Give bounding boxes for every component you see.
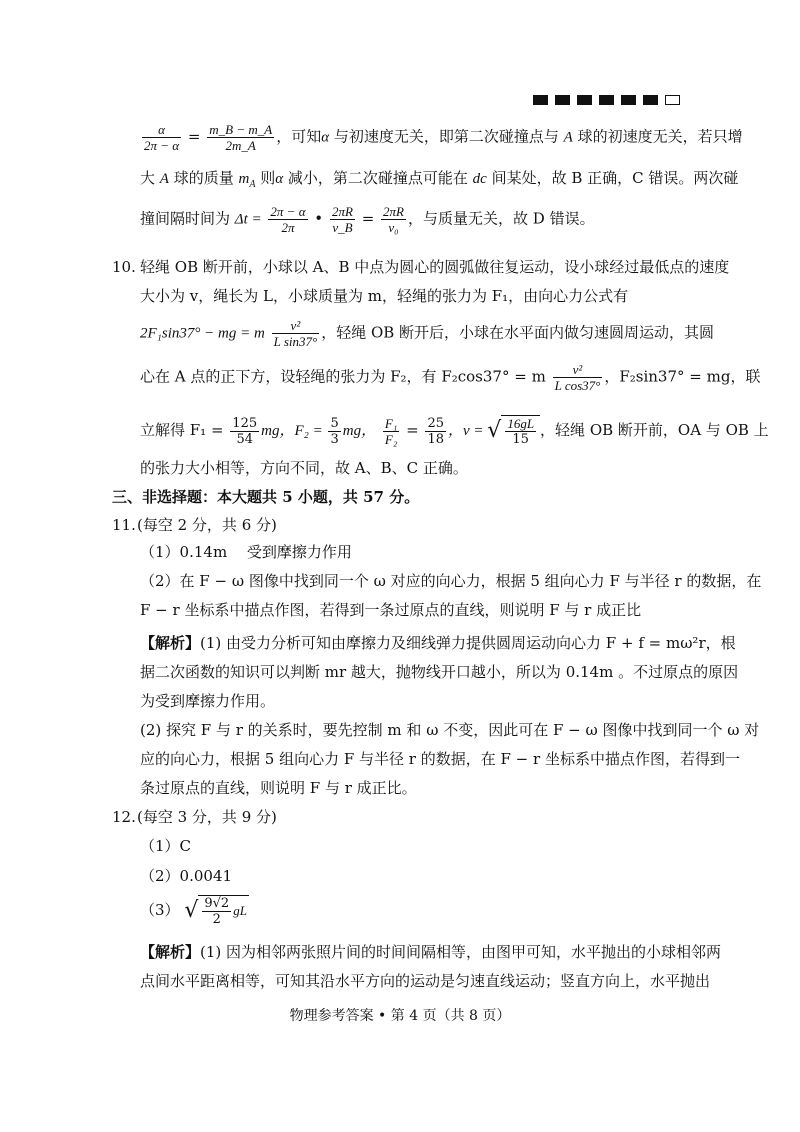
q11-answer-2-line-1: （2）在 F − ω 图像中找到同一个 ω 对应的向心力，根据 5 组向心力 F 与半径 r 的数据，在 [140, 572, 762, 590]
header-mark [577, 95, 592, 105]
section-3-heading: 三、非选择题：本大题共 5 小题，共 57 分。 [112, 488, 420, 506]
q10-line-6: 的张力大小相等，方向不同，故 A、B、C 正确。 [140, 459, 468, 477]
page-footer: 物理参考答案 • 第 4 页（共 8 页） [289, 1008, 511, 1024]
q10-number: 10. [112, 258, 136, 276]
q9-line-1: $\frac{\alpha}{2\pi - \alpha}$ = $\frac{m\_B - m\_A}{2m\_A}$ ，可知α 与初速度无关，即第二次碰撞点与 A 球的初速度无关，若只增 [144, 122, 743, 153]
header-mark [643, 95, 658, 105]
v-sqrt: √ $\frac{16gL}{15}$ [487, 415, 540, 447]
ratio-value-fraction: $\frac{25}{18}$ [427, 415, 444, 447]
f1-fraction: $\frac{125}{54}$ [232, 415, 258, 447]
header-mark [621, 95, 636, 105]
q11-analysis-line-5: 应的向心力，根据 5 组向心力 F 与半径 r 的数据，在 F − r 坐标系中描点作图，若得到一 [140, 750, 740, 768]
time-fraction-2: $\frac{2\pi R}{v\_B}$ [331, 204, 353, 235]
q12-score: (每空 3 分，共 9 分) [137, 808, 277, 826]
q10-line-5: 立解得 F₁ = $\frac{125}{54}$ mg，F₂ = $\frac{5}{3}$ mg， $\frac{\text{F₁}}{\text{F₂}}$ = $\frac{25}{18}$ ，v = √ $\frac{16gL}{15}$ ，轻绳 OB 断开前，OA 与 OB 上 [140, 415, 769, 447]
time-fraction-3: $\frac{2\pi R}{\text{v₀}}$ [383, 204, 405, 235]
header-mark [555, 95, 570, 105]
header-mark [533, 95, 548, 105]
q11-analysis-line-3: 为受到摩擦力作用。 [140, 692, 276, 710]
q11-number: 11. [112, 516, 136, 534]
v2-lcos-fraction: $\frac{\text{v²}}{\text{L cos37°}}$ [554, 362, 601, 393]
q11-answer-2-line-2: F − r 坐标系中描点作图，若得到一条过原点的直线，则说明 F 与 r 成正比 [140, 601, 642, 619]
q10-line-3: 2F₁sin37° − mg = m $\frac{\text{v²}}{\text{L sin37°}}$ ，轻绳 OB 断开后，小球在水平面内做匀速圆周运动，其圆 [140, 318, 715, 349]
q11-score: (每空 2 分，共 6 分) [137, 516, 277, 534]
q12-number: 12. [112, 808, 136, 826]
q11-answer-1: （1）0.14m 受到摩擦力作用 [140, 543, 352, 561]
q11-analysis-line-2: 据二次函数的知识可以判断 mr 越大，抛物线开口越小，所以为 0.14m 。不过原点的原因 [140, 663, 739, 681]
q11-analysis-line-6: 条过原点的直线，则说明 F 与 r 成正比。 [140, 779, 417, 797]
time-fraction-1: $\frac{2\pi - \alpha}{2\pi}$ [270, 204, 306, 235]
q12-analysis-line-1: 【解析】(1) 因为相邻两张照片间的时间间隔相等，由图甲可知，水平抛出的小球相邻两 [140, 943, 722, 961]
q10-line-4: 心在 A 点的正下方，设轻绳的张力为 F₂，有 F₂cos37° = m $\frac{\text{v²}}{\text{L cos37°}}$ ，F₂sin37° = mg，联 [140, 362, 761, 393]
alpha-fraction: $\frac{\alpha}{2\pi - \alpha}$ [144, 122, 180, 153]
q10-line-1: 轻绳 OB 断开前，小球以 A、B 中点为圆心的圆弧做往复运动，设小球经过最低点的速度 [140, 258, 730, 276]
q12-answer-3: （3） √ $\frac{9√2}{2}$ gL [140, 896, 247, 927]
q11-analysis-line-1: 【解析】(1) 由受力分析可知由摩擦力及细线弹力提供圆周运动向心力 F + f = mω²r，根 [140, 634, 736, 652]
q10-line-2: 大小为 v，绳长为 L，小球质量为 m，轻绳的张力为 F₁，由向心力公式有 [140, 287, 629, 305]
q12-sqrt: √ $\frac{9√2}{2}$ gL [184, 896, 247, 927]
q12-analysis-line-2: 点间水平距离相等，可知其沿水平方向的运动是匀速直线运动；竖直方向上，水平抛出 [140, 972, 711, 990]
header-mark-empty [665, 95, 680, 105]
header-marks [533, 95, 680, 105]
header-mark [599, 95, 614, 105]
q12-answer-1: （1）C [140, 837, 192, 855]
q9-line-3: 撞间隔时间为 Δt = $\frac{2\pi - \alpha}{2\pi}$ • $\frac{2\pi R}{v\_B}$ = $\frac{2\pi R}{\text{v₀}}$ ，与质量无关，故 D 错误。 [140, 204, 595, 235]
ratio-fraction: $\frac{\text{F₁}}{\text{F₂}}$ [384, 415, 398, 447]
f2-fraction: $\frac{5}{3}$ [330, 415, 339, 447]
q12-answer-2: （2）0.0041 [140, 867, 233, 885]
v2-lsin-fraction: $\frac{\text{v²}}{\text{L sin37°}}$ [273, 318, 318, 349]
mass-fraction: $\frac{m\_B - m\_A}{2m\_A}$ [209, 122, 273, 153]
q9-line-2: 大 A 球的质量 $m_A$ 则α 减小，第二次碰撞点可能在 dc 间某处，故 B 正确，C 错误。两次碰 [140, 169, 739, 190]
q11-analysis-line-4: (2) 探究 F 与 r 的关系时，要先控制 m 和 ω 不变，因此可在 F − ω 图像中找到同一个 ω 对 [140, 721, 760, 739]
